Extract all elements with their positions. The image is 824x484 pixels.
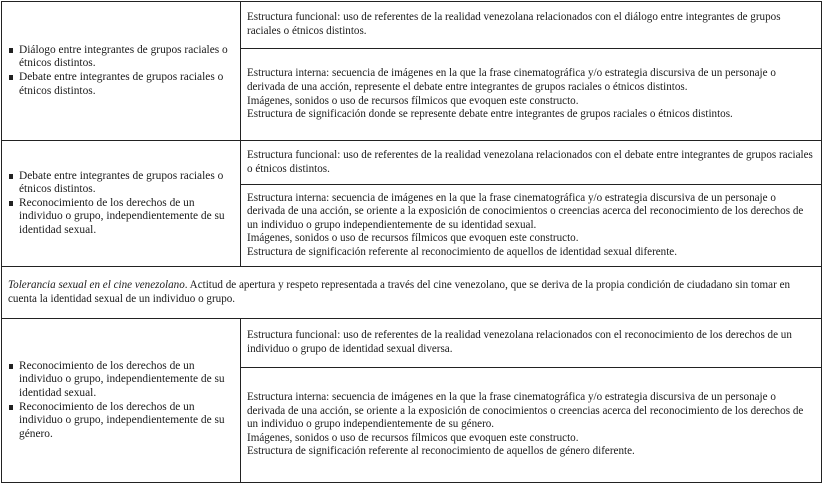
structures-cell — [241, 319, 821, 482]
indicator-list — [8, 360, 234, 442]
internal-structure-cell — [241, 49, 821, 140]
resources-text: Imágenes, sonidos o uso de recursos fílmicos que evoquen este constructo. — [247, 232, 579, 245]
definition-term: Tolerancia sexual en el cine venezolano — [8, 278, 185, 291]
signification-text: Estructura de significación referente al reconocimiento de aquellos de identidad sexual diferente. — [247, 245, 678, 258]
indicator-list — [8, 170, 234, 238]
resources-text: Imágenes, sonidos o uso de recursos fílmicos que evoquen este constructo. — [247, 431, 579, 444]
structures-cell — [241, 2, 821, 140]
internal-structure-text: Estructura interna: secuencia de imágenes en la que la frase cinematográfica y/o estrategia discursiva de un personaje o derivada de una acción, represente el debate entre integrantes de grupos raciales o étnicos distintos. — [247, 67, 776, 93]
indicator-list — [8, 44, 234, 98]
definition-text: . Actitud de apertura y respeto representada a través del cine venezolano, que se deriva de la propia condición de ciudadano sin tomar en cuenta la identidad sexual de un individuo o grupo. — [8, 278, 791, 305]
table-row — [2, 319, 821, 482]
functional-structure-text: Estructura funcional: uso de referentes de la realidad venezolana relacionados con el diálogo entre integrantes de grupos raciales o étnicos distintos. — [247, 11, 781, 37]
internal-structure-cell — [241, 185, 821, 266]
functional-structure-cell — [241, 319, 821, 368]
functional-structure-text: Estructura funcional: uso de referentes de la realidad venezolana relacionados con el debate entre integrantes de grupos raciales o étnicos distintos. — [247, 148, 813, 175]
signification-text: Estructura de significación referente al reconocimiento de aquellos de género diferente. — [247, 445, 635, 458]
table-row — [2, 2, 821, 141]
indicator-item: Debate entre integrantes de grupos raciales o étnicos distintos. — [8, 170, 234, 197]
functional-structure-text: Estructura funcional: uso de referentes de la realidad venezolana relacionados con el reconocimiento de los derechos de un individuo o grupo de identidad sexual diversa. — [247, 329, 792, 355]
operationalization-table — [1, 1, 822, 483]
definition-row — [2, 267, 821, 319]
indicator-item: Reconocimiento de los derechos de un individuo o grupo, independientemente de su género. — [8, 401, 234, 442]
definition-cell — [2, 267, 821, 318]
table-row — [2, 141, 821, 267]
resources-text: Imágenes, sonidos o uso de recursos fílmicos que evoquen este constructo. — [247, 94, 579, 107]
indicator-item: Reconocimiento de los derechos de un individuo o grupo, independientemente de su identidad sexual. — [8, 360, 234, 401]
internal-structure-cell — [241, 368, 821, 482]
indicators-cell — [2, 319, 241, 482]
indicator-item: Debate entre integrantes de grupos raciales o étnicos distintos. — [8, 71, 234, 98]
signification-text: Estructura de significación donde se represente debate entre integrantes de grupos raciales o étnicos distintos. — [247, 108, 733, 121]
structures-cell — [241, 141, 821, 266]
indicator-item: Diálogo entre integrantes de grupos raciales o étnicos distintos. — [8, 44, 234, 71]
indicators-cell — [2, 141, 241, 266]
internal-structure-text: Estructura interna: secuencia de imágenes en la que la frase cinematográfica y/o estrategia discursiva de un personaje o derivada de una acción, se oriente a la exposición de conocimientos o creencias acerca del reconocimiento de los derechos de un individuo o grupo independientemente de su identidad sexual. — [247, 191, 804, 231]
functional-structure-cell — [241, 141, 821, 185]
indicator-item: Reconocimiento de los derechos de un individuo o grupo, independientemente de su identidad sexual. — [8, 197, 234, 238]
indicators-cell — [2, 2, 241, 140]
functional-structure-cell — [241, 2, 821, 49]
internal-structure-text: Estructura interna: secuencia de imágenes en la que la frase cinematográfica y/o estrategia discursiva de un personaje o derivada de una acción, se oriente a la exposición de conocimientos o creencias acerca del reconocimiento de los derechos de un individuo o grupo independientemente de su género. — [247, 391, 804, 431]
